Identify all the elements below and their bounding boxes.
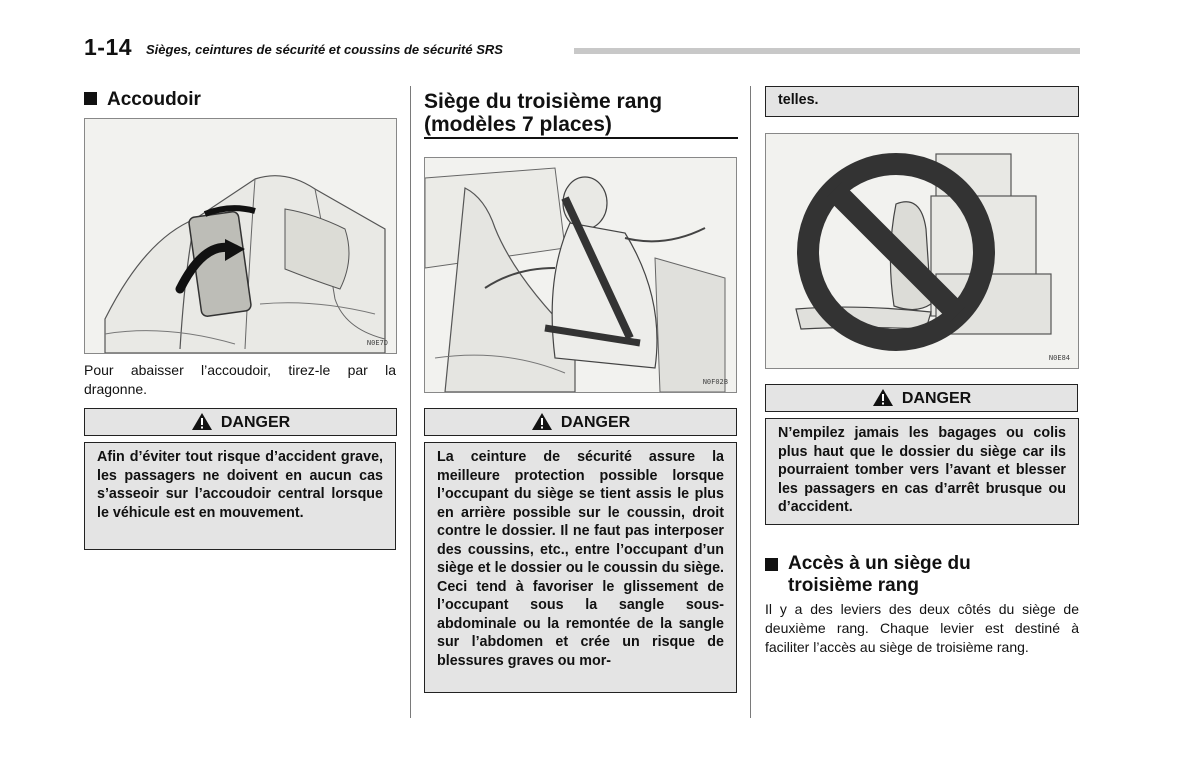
column-divider [410, 86, 411, 718]
danger-header [84, 408, 397, 436]
section-title-third-row: Siège du troisième rang (modèles 7 places) [424, 90, 663, 136]
danger-warning-text: N’empilez jamais les bagages ou colis plus haut que le dossier du siège car ils pourraient tomber vers l’avant et blesser les passagers en cas d’arrêt brusque ou d’accident. [765, 418, 1079, 525]
square-bullet-icon [765, 558, 778, 571]
square-bullet-icon [84, 92, 97, 105]
danger-label: DANGER [901, 390, 972, 407]
danger-header [424, 408, 737, 436]
column-divider [750, 86, 751, 718]
header-rule [574, 48, 1080, 54]
no-stacking-luggage-illustration [765, 133, 1079, 369]
section-heading-accoudoir: Accoudoir [84, 89, 396, 111]
danger-label: DANGER [220, 414, 291, 431]
warning-triangle-icon [872, 388, 894, 407]
armrest-drawing [85, 119, 396, 353]
warning-triangle-icon [531, 412, 553, 431]
figure-code: N0E84 [1048, 354, 1070, 362]
danger-header [765, 384, 1078, 412]
third-row-access-text: Il y a des leviers des deux côtés du siège de deuxième rang. Chaque levier est destiné à faciliter l’accès au siège de troisième rang. [765, 601, 1079, 655]
warning-triangle-icon [191, 412, 213, 431]
figure-code: N0F02B [702, 378, 728, 386]
armrest-illustration [84, 118, 397, 354]
seatbelt-drawing [425, 158, 736, 392]
continued-warning-text: telles. [765, 86, 1079, 117]
title-underline [424, 137, 738, 139]
danger-warning-text: Afin d’éviter tout risque d’accident grave, les passagers ne doivent en aucun cas s’asseoir sur l’accoudoir central lorsque le véhicule est en mouvement. [84, 442, 396, 550]
page-header [84, 34, 1080, 64]
figure-code: N0E7D [366, 339, 388, 347]
section-heading-third-row-access: Accès à un siège du troisième rang [765, 553, 1065, 597]
page-number: 1-14 [84, 34, 133, 60]
prohibition-drawing [766, 134, 1078, 368]
chapter-title: Sièges, ceintures de sécurité et coussins de sécurité SRS [146, 42, 503, 57]
armrest-instructions: Pour abaisser l’accoudoir, tirez-le par la dragonne. [84, 362, 396, 397]
danger-warning-text: La ceinture de sécurité assure la meilleure protection possible lorsque l’occupant du siège se tient assis le plus en arrière possible sur le coussin, droit contre le dossier. Il ne faut pas interposer des coussins, etc., entre l’occupant d’un siège et le dossier ou le coussin du siège. Ceci tend à favoriser le glissement de l’occupant sous la sangle sous-abdominale ou la remontée de la sangle sur l’abdomen et crée un risque de blessures graves ou mor- [424, 442, 737, 693]
danger-label: DANGER [560, 414, 631, 431]
third-row-seatbelt-illustration [424, 157, 737, 393]
